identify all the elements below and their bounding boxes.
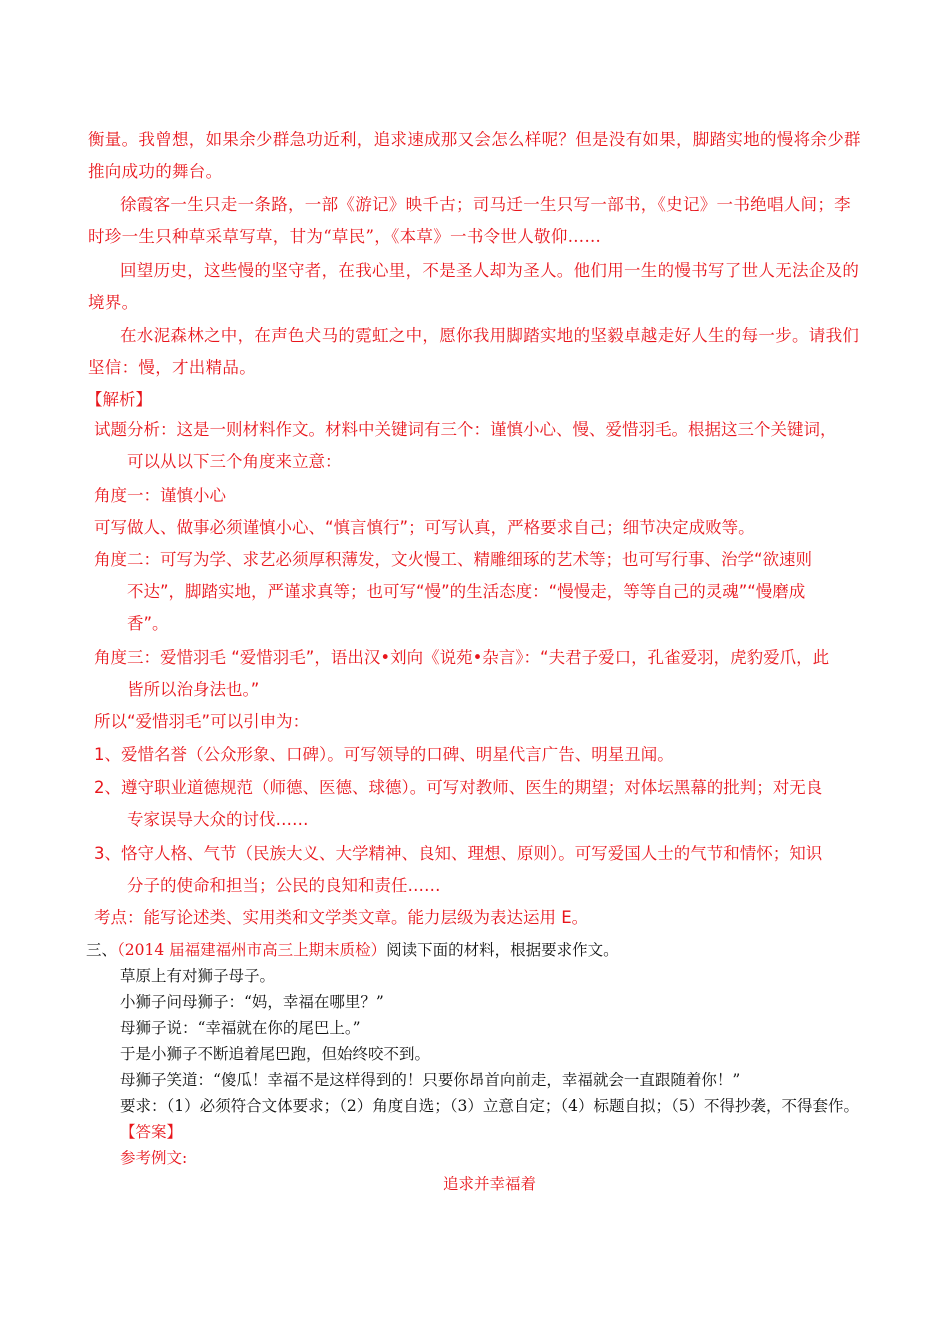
analysis-line: 香”。 — [127, 614, 169, 633]
analysis-line: 角度一：谨慎小心 — [94, 486, 226, 505]
analysis-line: 可写做人、做事必须谨慎小心、“慎言慎行”；可写认真，严格要求自己；细节决定成败等。 — [94, 518, 755, 537]
question-number: 三、 — [86, 941, 118, 959]
material-line: 母狮子笑道：“傻瓜！幸福不是这样得到的！只要你昂首向前走，幸福就会一直跟随着你！” — [120, 1071, 741, 1089]
analysis-line: 所以“爱惜羽毛”可以引申为： — [94, 712, 310, 731]
analysis-line: 3、恪守人格、气节（民族大义、大学精神、良知、理想、原则）。可写爱国人士的气节和情怀；知识 — [94, 844, 823, 863]
question-header — [86, 938, 619, 960]
material-line: 母狮子说：“幸福就在你的尾巴上。” — [120, 1019, 361, 1037]
analysis-line: 可以从以下三个角度来立意： — [127, 452, 342, 471]
analysis-line: 试题分析：这是一则材料作文。材料中关键词有三个：谨慎小心、慢、爱惜羽毛。根据这三个关键词， — [94, 420, 837, 439]
analysis-line: 分子的使命和担当；公民的良知和责任…… — [127, 876, 441, 895]
essay-paragraph-line: 徐霞客一生只走一条路，一部《游记》映千古；司马迁一生只写一部书，《史记》一书绝唱人间；李 — [120, 195, 851, 214]
sample-essay-label: 参考例文: — [120, 1149, 188, 1167]
analysis-heading: 【解析】 — [86, 390, 152, 409]
material-line: 于是小狮子不断追着尾巴跑，但始终咬不到。 — [120, 1045, 431, 1063]
requirements-line: 要求：（1）必须符合文体要求；（2）角度自选；（3）立意自定；（4）标题自拟；（5）不得抄袭，不得套作。 — [120, 1097, 860, 1115]
question-instruction: 阅读下面的材料，根据要求作文。 — [386, 941, 619, 959]
material-line: 草原上有对狮子母子。 — [120, 967, 276, 985]
essay-paragraph-line: 在水泥森林之中，在声色犬马的霓虹之中，愿你我用脚踏实地的坚毅卓越走好人生的每一步。请我们 — [120, 326, 860, 345]
answer-label: 【答案】 — [120, 1123, 183, 1141]
analysis-line: 皆所以治身法也。” — [127, 680, 260, 699]
essay-paragraph-line: 坚信：慢，才出精品。 — [88, 358, 256, 377]
essay-paragraph-line: 推向成功的舞台。 — [88, 162, 223, 181]
analysis-line: 专家误导大众的讨伐…… — [127, 810, 309, 829]
analysis-line: 角度二：可写为学、求艺必须厚积薄发，文火慢工、精雕细琢的艺术等；也可写行事、治学“欲速则 — [94, 550, 813, 569]
sample-essay-title: 追求并幸福着 — [443, 1175, 537, 1193]
essay-paragraph-line: 衡量。我曾想，如果余少群急功近利，追求速成那又会怎么样呢？但是没有如果，脚踏实地的慢将余少群 — [88, 130, 861, 149]
analysis-line: 角度三：爱惜羽毛 “爱惜羽毛”，语出汉•刘向《说苑•杂言》：“夫君子爱口，孔雀爱羽，虎豹爱爪，此 — [94, 648, 830, 667]
analysis-line: 1、爱惜名誉（公众形象、口碑）。可写领导的口碑、明星代言广告、明星丑闻。 — [94, 745, 674, 764]
essay-paragraph-line: 境界。 — [88, 293, 139, 312]
essay-paragraph-line: 回望历史，这些慢的坚守者，在我心里，不是圣人却为圣人。他们用一生的慢书写了世人无法企及的 — [120, 261, 860, 280]
question-source: （2014 届福建福州市高三上期末质检） — [117, 941, 387, 959]
analysis-line: 考点：能写论述类、实用类和文学类文章。能力层级为表达运用 E。 — [94, 908, 589, 927]
analysis-line: 2、遵守职业道德规范（师德、医德、球德）。可写对教师、医生的期望；对体坛黑幕的批判；对无良 — [94, 778, 823, 797]
material-line: 小狮子问母狮子：“妈，幸福在哪里？” — [120, 993, 384, 1011]
analysis-line: 不达”，脚踏实地，严谨求真等；也可写“慢”的生活态度：“慢慢走，等等自己的灵魂”“慢磨成 — [127, 582, 806, 601]
essay-paragraph-line: 时珍一生只种草采草写草，甘为“草民”，《本草》一书令世人敬仰…… — [88, 227, 602, 246]
